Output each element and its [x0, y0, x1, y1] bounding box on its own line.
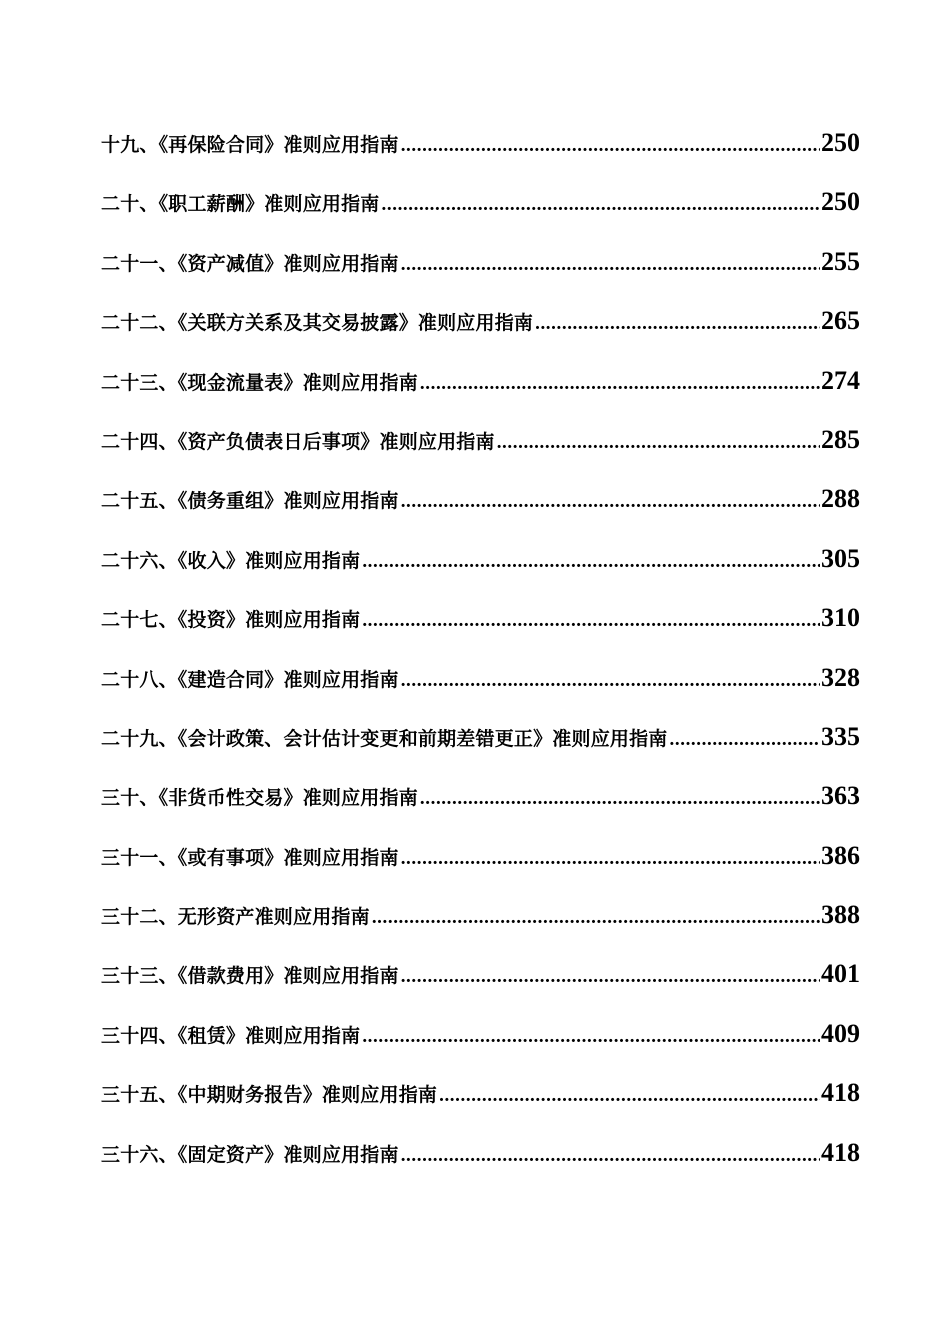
toc-entry[interactable] — [101, 366, 860, 425]
toc-entry-title: 十九、《再保险合同》准则应用指南 — [101, 134, 399, 156]
toc-entry-page: 328 — [821, 662, 860, 692]
toc-dot-leader — [401, 254, 820, 276]
toc-entry-page: 305 — [821, 543, 860, 573]
toc-entry-page: 418 — [821, 1137, 860, 1167]
toc-entry-title: 三十六、《固定资产》准则应用指南 — [101, 1143, 399, 1166]
toc-entry-title: 二十二、《关联方关系及其交易披露》准则应用指南 — [101, 312, 534, 335]
toc-entry-page: 255 — [821, 246, 860, 276]
toc-entry-title: 二十八、《建造合同》准则应用指南 — [101, 668, 399, 691]
toc-entry[interactable] — [101, 900, 860, 959]
toc-dot-leader — [401, 966, 820, 988]
toc-entry[interactable] — [101, 187, 860, 246]
toc-dot-leader — [401, 848, 820, 870]
toc-entry[interactable] — [101, 128, 860, 187]
toc-entry-page: 285 — [821, 424, 860, 454]
toc-dot-leader — [362, 1026, 820, 1048]
toc-dot-leader — [401, 491, 820, 513]
toc-dot-leader — [362, 610, 820, 632]
toc-dot-leader — [535, 313, 820, 335]
toc-dot-leader — [439, 1085, 820, 1107]
toc-dot-leader — [362, 551, 820, 573]
toc-entry-page: 288 — [821, 484, 860, 514]
toc-entry-page: 250 — [821, 187, 860, 217]
toc-entry[interactable] — [101, 306, 860, 365]
toc-dot-leader — [401, 670, 820, 692]
toc-entry-title: 二十、《职工薪酬》准则应用指南 — [101, 193, 380, 216]
toc-entry[interactable] — [101, 1078, 860, 1137]
toc-entry-title: 二十一、《资产减值》准则应用指南 — [101, 252, 399, 275]
toc-entry[interactable] — [101, 841, 860, 900]
toc-entry-title: 二十七、《投资》准则应用指南 — [101, 609, 361, 632]
toc-dot-leader — [497, 432, 820, 454]
toc-entry-title: 二十四、《资产负债表日后事项》准则应用指南 — [101, 430, 495, 453]
toc-entry-page: 388 — [821, 900, 860, 930]
toc-entry[interactable] — [101, 722, 860, 781]
toc-dot-leader — [382, 194, 820, 216]
toc-entry[interactable] — [101, 544, 860, 603]
toc-entry[interactable] — [101, 1019, 860, 1078]
toc-entry[interactable] — [101, 247, 860, 306]
toc-dot-leader — [401, 1145, 820, 1167]
toc-entry-page: 335 — [821, 721, 860, 751]
toc-entry-page: 274 — [821, 365, 860, 395]
toc-entry-title: 三十四、《租赁》准则应用指南 — [101, 1024, 361, 1047]
toc-entry[interactable] — [101, 959, 860, 1018]
toc-entry-title: 三十、《非货币性交易》准则应用指南 — [101, 787, 418, 810]
toc-dot-leader — [420, 788, 820, 810]
toc-entry-page: 310 — [821, 603, 860, 633]
toc-dot-leader — [372, 907, 820, 929]
toc-entry[interactable] — [101, 484, 860, 543]
toc-entry[interactable] — [101, 663, 860, 722]
toc-entry-title: 三十二、无形资产准则应用指南 — [101, 906, 370, 929]
toc-entry-title: 二十九、《会计政策、会计估计变更和前期差错更正》准则应用指南 — [101, 727, 668, 750]
toc-entry-title: 二十三、《现金流量表》准则应用指南 — [101, 371, 418, 394]
toc-entry-title: 二十五、《债务重组》准则应用指南 — [101, 490, 399, 513]
toc-dot-leader — [420, 373, 820, 395]
toc-entry-page: 386 — [821, 840, 860, 870]
toc-entry[interactable] — [101, 603, 860, 662]
toc-entry-page: 401 — [821, 959, 860, 989]
toc-entry-page: 250 — [821, 128, 860, 157]
toc-entry-title: 三十一、《或有事项》准则应用指南 — [101, 846, 399, 869]
toc-entry[interactable] — [101, 425, 860, 484]
toc-entry-page: 363 — [821, 781, 860, 811]
toc-entry-title: 二十六、《收入》准则应用指南 — [101, 549, 361, 572]
toc-entry-page: 409 — [821, 1018, 860, 1048]
toc-dot-leader — [670, 729, 820, 751]
toc-entry[interactable] — [101, 1138, 860, 1197]
toc-entry-title: 三十五、《中期财务报告》准则应用指南 — [101, 1084, 438, 1107]
toc-dot-leader — [401, 135, 820, 157]
toc-entry-page: 265 — [821, 306, 860, 336]
table-of-contents — [101, 128, 860, 1197]
toc-entry[interactable] — [101, 781, 860, 840]
toc-entry-page: 418 — [821, 1078, 860, 1108]
toc-entry-title: 三十三、《借款费用》准则应用指南 — [101, 965, 399, 988]
